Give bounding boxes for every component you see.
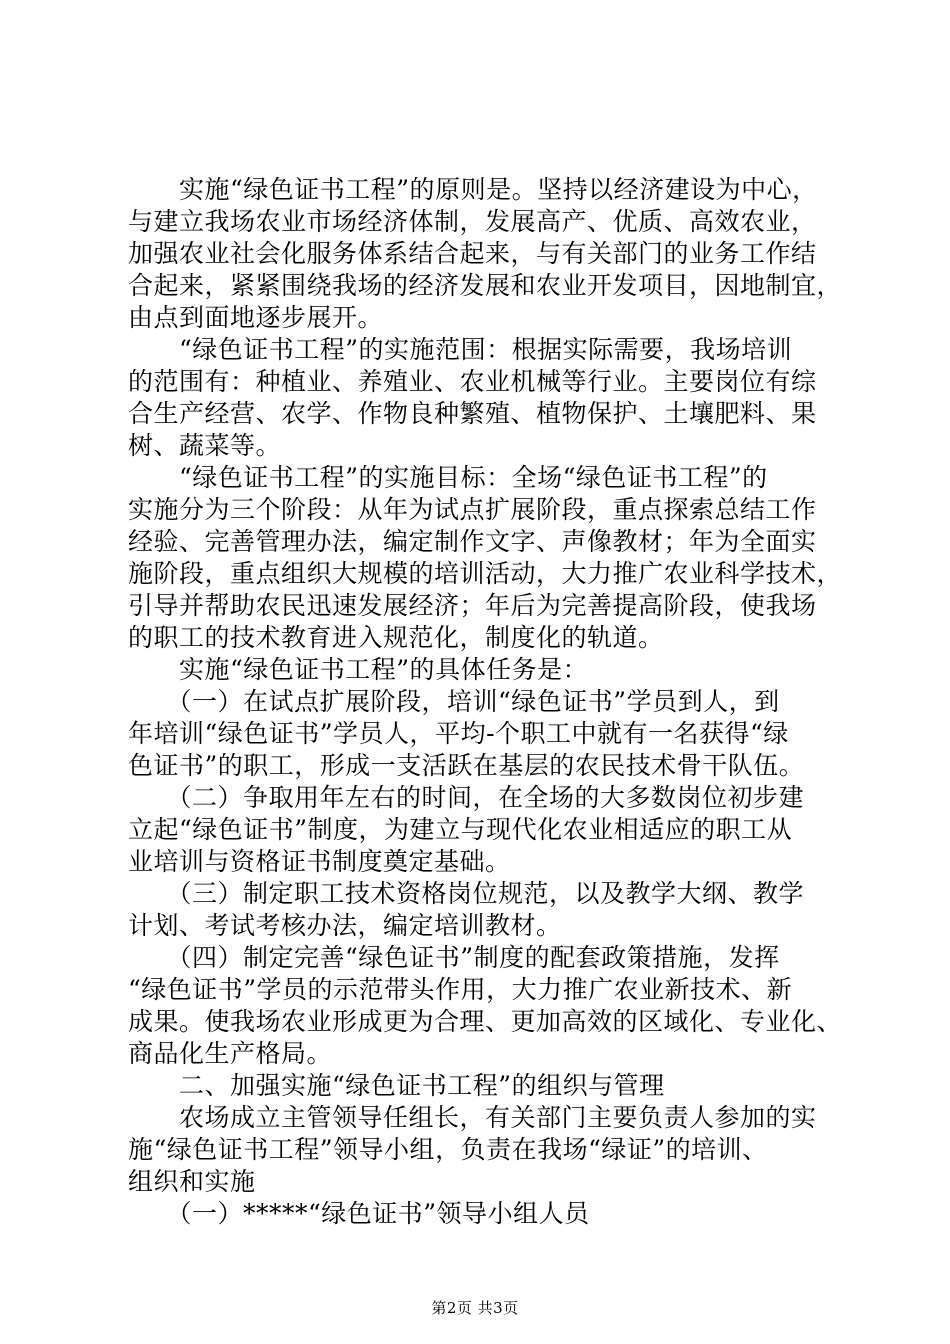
text-line: 农场成立主管领导任组长，有关部门主要负责人参加的实 — [128, 1103, 817, 1132]
text-line: 年培训“绿色证书”学员人，平均-个职工中就有一名获得“绿 — [128, 719, 789, 748]
text-line: （四）制定完善“绿色证书”制度的配套政策措施，发挥 — [128, 943, 780, 972]
text-line: 实施“绿色证书工程”的具体任务是： — [128, 655, 589, 684]
text-line: 立起“绿色证书”制度，为建立与现代化农业相适应的职工从 — [128, 815, 793, 844]
text-line: 施阶段，重点组织大规模的培训活动，大力推广农业科学技术， — [128, 559, 843, 588]
text-line: 组织和实施 — [128, 1167, 256, 1196]
text-line: 经验、完善管理办法，编定制作文字、声像教材；年为全面实 — [128, 527, 817, 556]
text-line: 业培训与资格证书制度奠定基础。 — [128, 847, 511, 876]
section-heading: 二、加强实施“绿色证书工程”的组织与管理 — [128, 1071, 665, 1100]
text-line: “绿色证书”学员的示范带头作用，大力推广农业新技术、新 — [128, 975, 793, 1004]
text-line: 由点到面地逐步展开。 — [128, 303, 384, 332]
text-line: 合起来，紧紧围绕我场的经济发展和农业开发项目，因地制宜， — [128, 271, 843, 300]
text-line: 树、蔬菜等。 — [128, 431, 282, 460]
text-line: （二）争取用年左右的时间，在全场的大多数岗位初步建 — [128, 783, 805, 812]
text-line: 的职工的技术教育进入规范化，制度化的轨道。 — [128, 623, 664, 652]
text-line: 实施分为三个阶段：从年为试点扩展阶段，重点探索总结工作 — [128, 495, 817, 524]
text-line: 引导并帮助农民迅速发展经济；年后为完善提高阶段，使我场 — [128, 591, 817, 620]
text-line: 的范围有：种植业、养殖业、农业机械等行业。主要岗位有综 — [128, 367, 817, 396]
text-line: 成果。使我场农业形成更为合理、更加高效的区域化、专业化、 — [128, 1007, 843, 1036]
text-line: （一）*****“绿色证书”领导小组人员 — [128, 1199, 590, 1228]
text-line: 加强农业社会化服务体系结合起来，与有关部门的业务工作结 — [128, 239, 817, 268]
page-footer: 第2页 共3页 — [431, 1299, 519, 1317]
text-line: 施“绿色证书工程”领导小组，负责在我场“绿证”的培训、 — [128, 1135, 768, 1164]
text-line: 计划、考试考核办法，编定培训教材。 — [128, 911, 562, 940]
text-line: 实施“绿色证书工程”的原则是。坚持以经济建设为中心， — [128, 175, 818, 204]
text-line: 色证书”的职工，形成一支活跃在基层的农民技术骨干队伍。 — [128, 751, 805, 780]
text-line: 商品化生产格局。 — [128, 1039, 333, 1068]
text-line: 与建立我场农业市场经济体制，发展高产、优质、高效农业， — [128, 207, 817, 236]
text-line: “绿色证书工程”的实施范围：根据实际需要，我场培训 — [128, 335, 793, 364]
text-line: 合生产经营、农学、作物良种繁殖、植物保护、土壤肥料、果 — [128, 399, 817, 428]
text-line: （三）制定职工技术资格岗位规范，以及教学大纲、教学 — [128, 879, 805, 908]
text-line: （一）在试点扩展阶段，培训“绿色证书”学员到人，到 — [128, 687, 780, 716]
text-line: “绿色证书工程”的实施目标：全场“绿色证书工程”的 — [128, 463, 768, 492]
